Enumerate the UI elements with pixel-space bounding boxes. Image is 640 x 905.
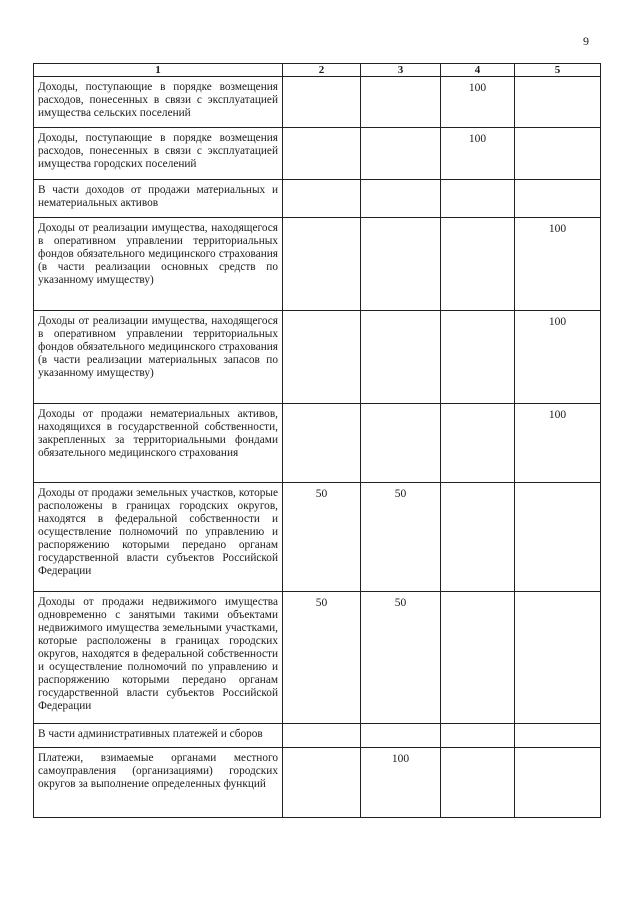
row-value-col4	[441, 404, 515, 483]
row-value-col3: 100	[361, 748, 441, 818]
table-row	[34, 311, 601, 404]
row-description: В части доходов от продажи материальных и нематериальных активов	[34, 180, 283, 218]
row-value-col3	[361, 311, 441, 404]
row-value-col2	[283, 128, 361, 180]
table-row	[34, 404, 601, 483]
row-value-col3: 50	[361, 592, 441, 724]
row-value-col2: 50	[283, 592, 361, 724]
row-value-col5	[515, 180, 601, 218]
row-value-col2	[283, 311, 361, 404]
row-value-col4	[441, 218, 515, 311]
row-description: В части административных платежей и сборов	[34, 724, 283, 748]
header-row	[34, 64, 601, 77]
column-header-3: 3	[361, 64, 441, 77]
row-value-col2	[283, 404, 361, 483]
row-value-col4: 100	[441, 128, 515, 180]
column-header-2: 2	[283, 64, 361, 77]
row-value-col4	[441, 311, 515, 404]
row-value-col3: 50	[361, 483, 441, 592]
row-value-col5	[515, 724, 601, 748]
row-value-col5	[515, 77, 601, 128]
page-number: 9	[583, 34, 589, 48]
row-description: Платежи, взимаемые органами местного самоуправления (организациями) городских округов за выполнение определенных функций	[34, 748, 283, 818]
row-value-col4	[441, 180, 515, 218]
table-row	[34, 218, 601, 311]
row-value-col3	[361, 77, 441, 128]
column-header-4: 4	[441, 64, 515, 77]
revenue-distribution-table	[33, 63, 601, 818]
row-value-col5	[515, 128, 601, 180]
row-value-col3	[361, 724, 441, 748]
row-value-col5	[515, 483, 601, 592]
row-value-col5: 100	[515, 404, 601, 483]
row-value-col5: 100	[515, 218, 601, 311]
row-value-col2: 50	[283, 483, 361, 592]
row-value-col2	[283, 77, 361, 128]
row-value-col3	[361, 404, 441, 483]
table-row	[34, 483, 601, 592]
row-description: Доходы от продажи нематериальных активов, находящихся в государственной собственности, закрепленных за территориальными фондами обязательного медицинского страхования	[34, 404, 283, 483]
table-row	[34, 180, 601, 218]
row-description: Доходы, поступающие в порядке возмещения расходов, понесенных в связи с эксплуатацией имущества сельских поселений	[34, 77, 283, 128]
table-row	[34, 748, 601, 818]
table-row	[34, 77, 601, 128]
row-description: Доходы от продажи земельных участков, которые расположены в границах городских округов, находятся в федеральной собственности и осуществление полномочий по управлению и распоряжению которыми передано органам государственной власти субъектов Российской Федерации	[34, 483, 283, 592]
row-description: Доходы от реализации имущества, находящегося в оперативном управлении территориальных фондов обязательного медицинского страхования (в части реализации материальных запасов по указанному имуществу)	[34, 311, 283, 404]
column-header-5: 5	[515, 64, 601, 77]
row-description: Доходы от продажи недвижимого имущества одновременно с занятыми такими объектами недвижимого имущества земельными участками, которые расположены в границах городских округов, находятся в федеральной собственности и осуществление полномочий по управлению и распоряжению которыми передано органам государственной власти субъектов Российской Федерации	[34, 592, 283, 724]
column-header-1: 1	[34, 64, 283, 77]
row-value-col3	[361, 128, 441, 180]
table-row	[34, 724, 601, 748]
row-value-col4	[441, 483, 515, 592]
row-value-col5: 100	[515, 311, 601, 404]
row-value-col3	[361, 180, 441, 218]
row-value-col5	[515, 748, 601, 818]
row-value-col4	[441, 748, 515, 818]
row-description: Доходы, поступающие в порядке возмещения расходов, понесенных в связи с эксплуатацией имущества городских поселений	[34, 128, 283, 180]
row-value-col2	[283, 748, 361, 818]
row-value-col4	[441, 724, 515, 748]
table-row	[34, 128, 601, 180]
row-value-col2	[283, 218, 361, 311]
row-value-col4: 100	[441, 77, 515, 128]
row-value-col2	[283, 180, 361, 218]
table-row	[34, 592, 601, 724]
row-value-col5	[515, 592, 601, 724]
row-value-col4	[441, 592, 515, 724]
row-value-col2	[283, 724, 361, 748]
row-description: Доходы от реализации имущества, находящегося в оперативном управлении территориальных фондов обязательного медицинского страхования (в части реализации основных средств по указанному имуществу)	[34, 218, 283, 311]
row-value-col3	[361, 218, 441, 311]
